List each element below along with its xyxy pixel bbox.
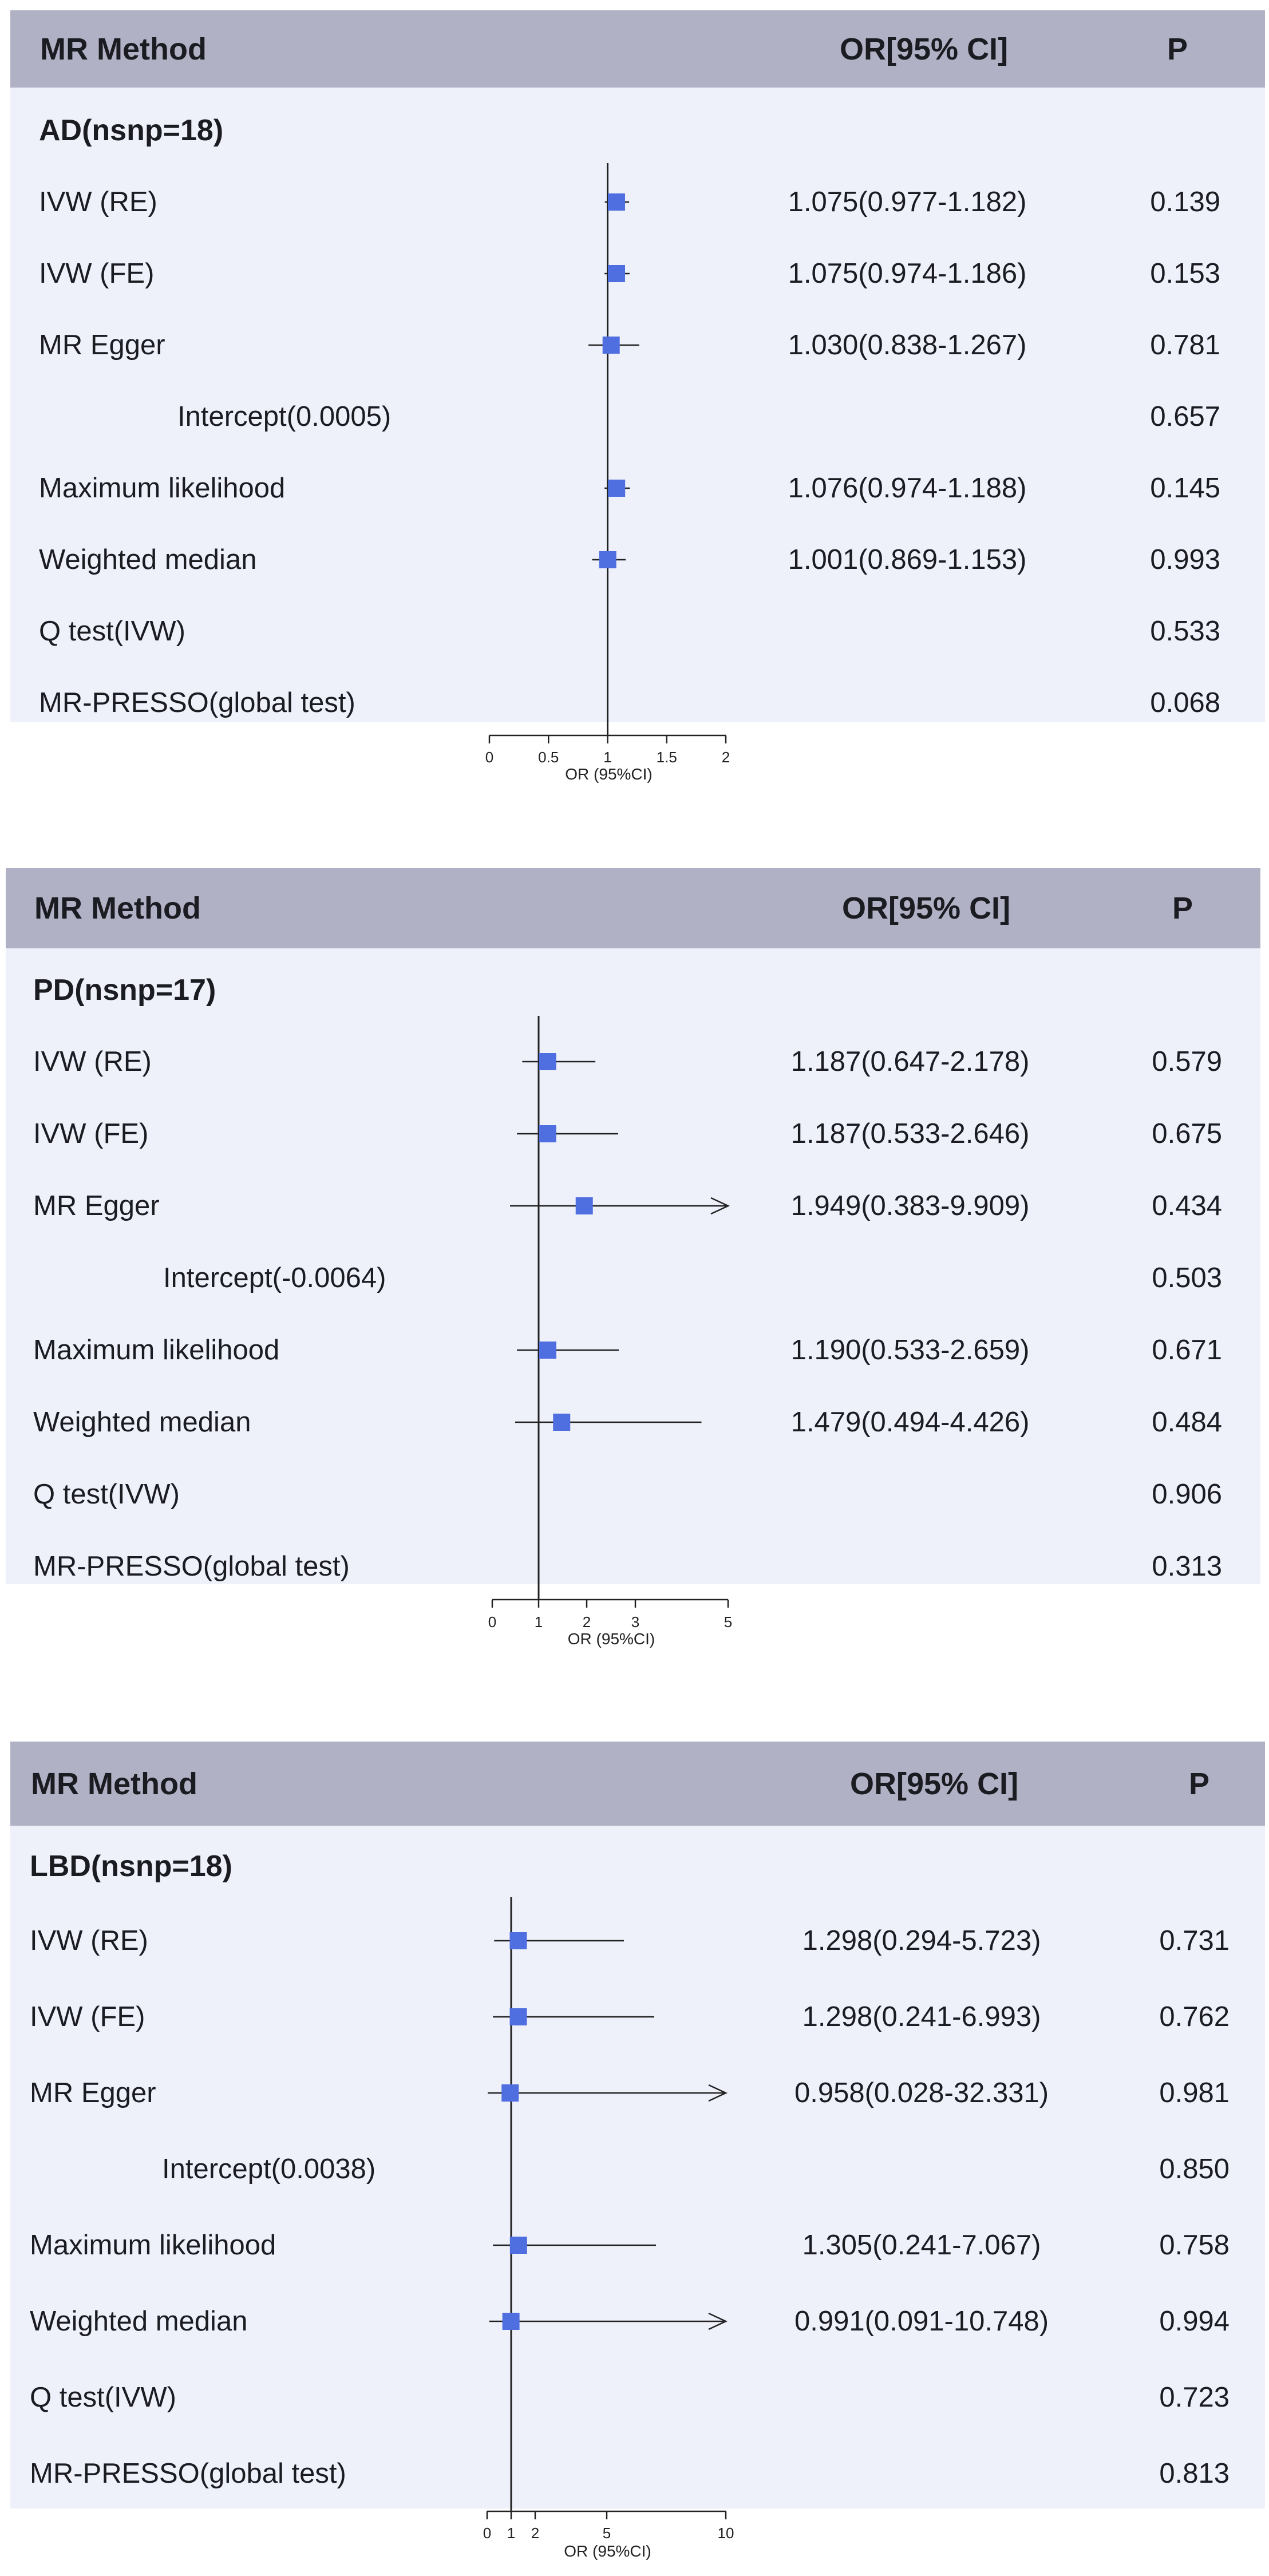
x-tick-label: 1 [534, 1613, 543, 1631]
row-method-label: IVW (FE) [39, 258, 155, 289]
x-tick-label: 2 [582, 1613, 591, 1631]
row-or-ci: 1.075(0.977-1.182) [788, 187, 1027, 217]
x-tick-label: 1 [603, 749, 612, 766]
x-tick-label: 0 [483, 2524, 492, 2542]
x-tick-label: 0 [488, 1613, 497, 1631]
row-method-label: Maximum likelihood [33, 1335, 280, 1366]
row-p-value: 0.313 [1152, 1551, 1222, 1582]
x-tick-label: 5 [602, 2524, 611, 2542]
row-or-ci: 1.075(0.974-1.186) [788, 258, 1027, 289]
row-p-value: 0.850 [1159, 2154, 1230, 2185]
row-p-value: 0.758 [1159, 2230, 1230, 2261]
header-p: P [1172, 891, 1193, 925]
row-p-value: 0.993 [1150, 544, 1220, 575]
row-p-value: 0.139 [1150, 187, 1220, 217]
row-method-label: MR-PRESSO(global test) [33, 1551, 350, 1582]
row-p-value: 0.981 [1159, 2078, 1230, 2108]
row-method-label: Q test(IVW) [39, 616, 185, 647]
header-p: P [1167, 32, 1188, 66]
row-p-value: 0.723 [1159, 2382, 1230, 2413]
row-or-ci: 0.991(0.091-10.748) [794, 2306, 1049, 2337]
row-method-label: MR-PRESSO(global test) [39, 687, 355, 718]
row-or-ci: 1.298(0.294-5.723) [802, 1925, 1041, 1956]
row-p-value: 0.145 [1150, 473, 1220, 504]
row-p-value: 0.671 [1152, 1335, 1222, 1366]
x-tick-label: 0.5 [538, 749, 559, 766]
row-or-ci: 1.305(0.241-7.067) [802, 2230, 1041, 2261]
row-method-label: IVW (RE) [30, 1925, 148, 1956]
row-method-label: Weighted median [30, 2306, 248, 2337]
group-label: LBD(nsnp=18) [30, 1850, 232, 1883]
header-method: MR Method [40, 32, 207, 66]
x-axis-title: OR (95%CI) [567, 1630, 655, 1648]
row-or-ci: 1.479(0.494-4.426) [790, 1407, 1030, 1438]
row-method-label: MR Egger [33, 1190, 160, 1221]
row-p-value: 0.068 [1150, 687, 1220, 718]
table-header [6, 868, 1260, 948]
row-or-ci: 1.076(0.974-1.188) [788, 473, 1027, 504]
row-method-label: Intercept(0.0005) [177, 401, 392, 432]
header-or: OR[95% CI] [840, 32, 1009, 66]
row-or-ci: 1.187(0.647-2.178) [790, 1046, 1030, 1077]
row-method-label: IVW (RE) [33, 1046, 152, 1077]
header-method: MR Method [31, 1767, 197, 1801]
row-method-label: MR Egger [39, 330, 165, 361]
header-method: MR Method [34, 891, 201, 925]
row-p-value: 0.434 [1152, 1190, 1222, 1221]
row-p-value: 0.503 [1152, 1263, 1222, 1293]
row-method-label: Q test(IVW) [30, 2382, 176, 2413]
row-method-label: IVW (FE) [33, 1118, 149, 1149]
row-p-value: 0.533 [1150, 616, 1220, 647]
row-method-label: Weighted median [39, 544, 257, 575]
row-p-value: 0.762 [1159, 2001, 1230, 2032]
row-method-label: Weighted median [33, 1407, 251, 1438]
row-p-value: 0.675 [1152, 1118, 1222, 1149]
x-axis-title: OR (95%CI) [565, 765, 653, 783]
row-p-value: 0.906 [1152, 1479, 1222, 1510]
row-method-label: Q test(IVW) [33, 1479, 180, 1510]
group-label: AD(nsnp=18) [39, 114, 224, 147]
row-method-label: Intercept(0.0038) [162, 2154, 376, 2185]
x-tick-label: 1.5 [656, 749, 677, 766]
row-or-ci: 1.187(0.533-2.646) [790, 1118, 1030, 1149]
row-p-value: 0.731 [1159, 1925, 1230, 1956]
row-p-value: 0.579 [1152, 1046, 1222, 1077]
x-tick-label: 10 [717, 2524, 734, 2542]
x-tick-label: 2 [721, 749, 730, 766]
row-method-label: MR-PRESSO(global test) [30, 2458, 346, 2489]
table-header [10, 10, 1265, 88]
row-p-value: 0.484 [1152, 1407, 1222, 1438]
row-or-ci: 1.001(0.869-1.153) [788, 544, 1027, 575]
row-p-value: 0.994 [1159, 2306, 1230, 2337]
row-method-label: Maximum likelihood [30, 2230, 276, 2261]
row-p-value: 0.781 [1150, 330, 1220, 361]
x-tick-label: 1 [507, 2524, 516, 2542]
x-tick-label: 0 [485, 749, 494, 766]
x-tick-label: 2 [531, 2524, 540, 2542]
row-or-ci: 1.190(0.533-2.659) [790, 1335, 1030, 1366]
header-p: P [1189, 1767, 1210, 1801]
row-method-label: Intercept(-0.0064) [163, 1263, 386, 1293]
header-or: OR[95% CI] [842, 891, 1011, 925]
x-tick-label: 3 [631, 1613, 640, 1631]
row-or-ci: 1.298(0.241-6.993) [802, 2001, 1041, 2032]
x-tick-label: 5 [724, 1613, 733, 1631]
row-method-label: Maximum likelihood [39, 473, 286, 504]
row-or-ci: 0.958(0.028-32.331) [794, 2078, 1049, 2108]
row-method-label: IVW (FE) [30, 2001, 145, 2032]
row-method-label: MR Egger [30, 2078, 156, 2108]
row-method-label: IVW (RE) [39, 187, 157, 217]
x-axis-title: OR (95%CI) [564, 2542, 651, 2560]
group-label: PD(nsnp=17) [33, 974, 216, 1007]
row-or-ci: 1.030(0.838-1.267) [788, 330, 1027, 361]
table-header [10, 1742, 1265, 1826]
header-or: OR[95% CI] [850, 1767, 1019, 1801]
row-or-ci: 1.949(0.383-9.909) [790, 1190, 1030, 1221]
row-p-value: 0.153 [1150, 258, 1220, 289]
row-p-value: 0.657 [1150, 401, 1220, 432]
row-p-value: 0.813 [1159, 2458, 1230, 2489]
